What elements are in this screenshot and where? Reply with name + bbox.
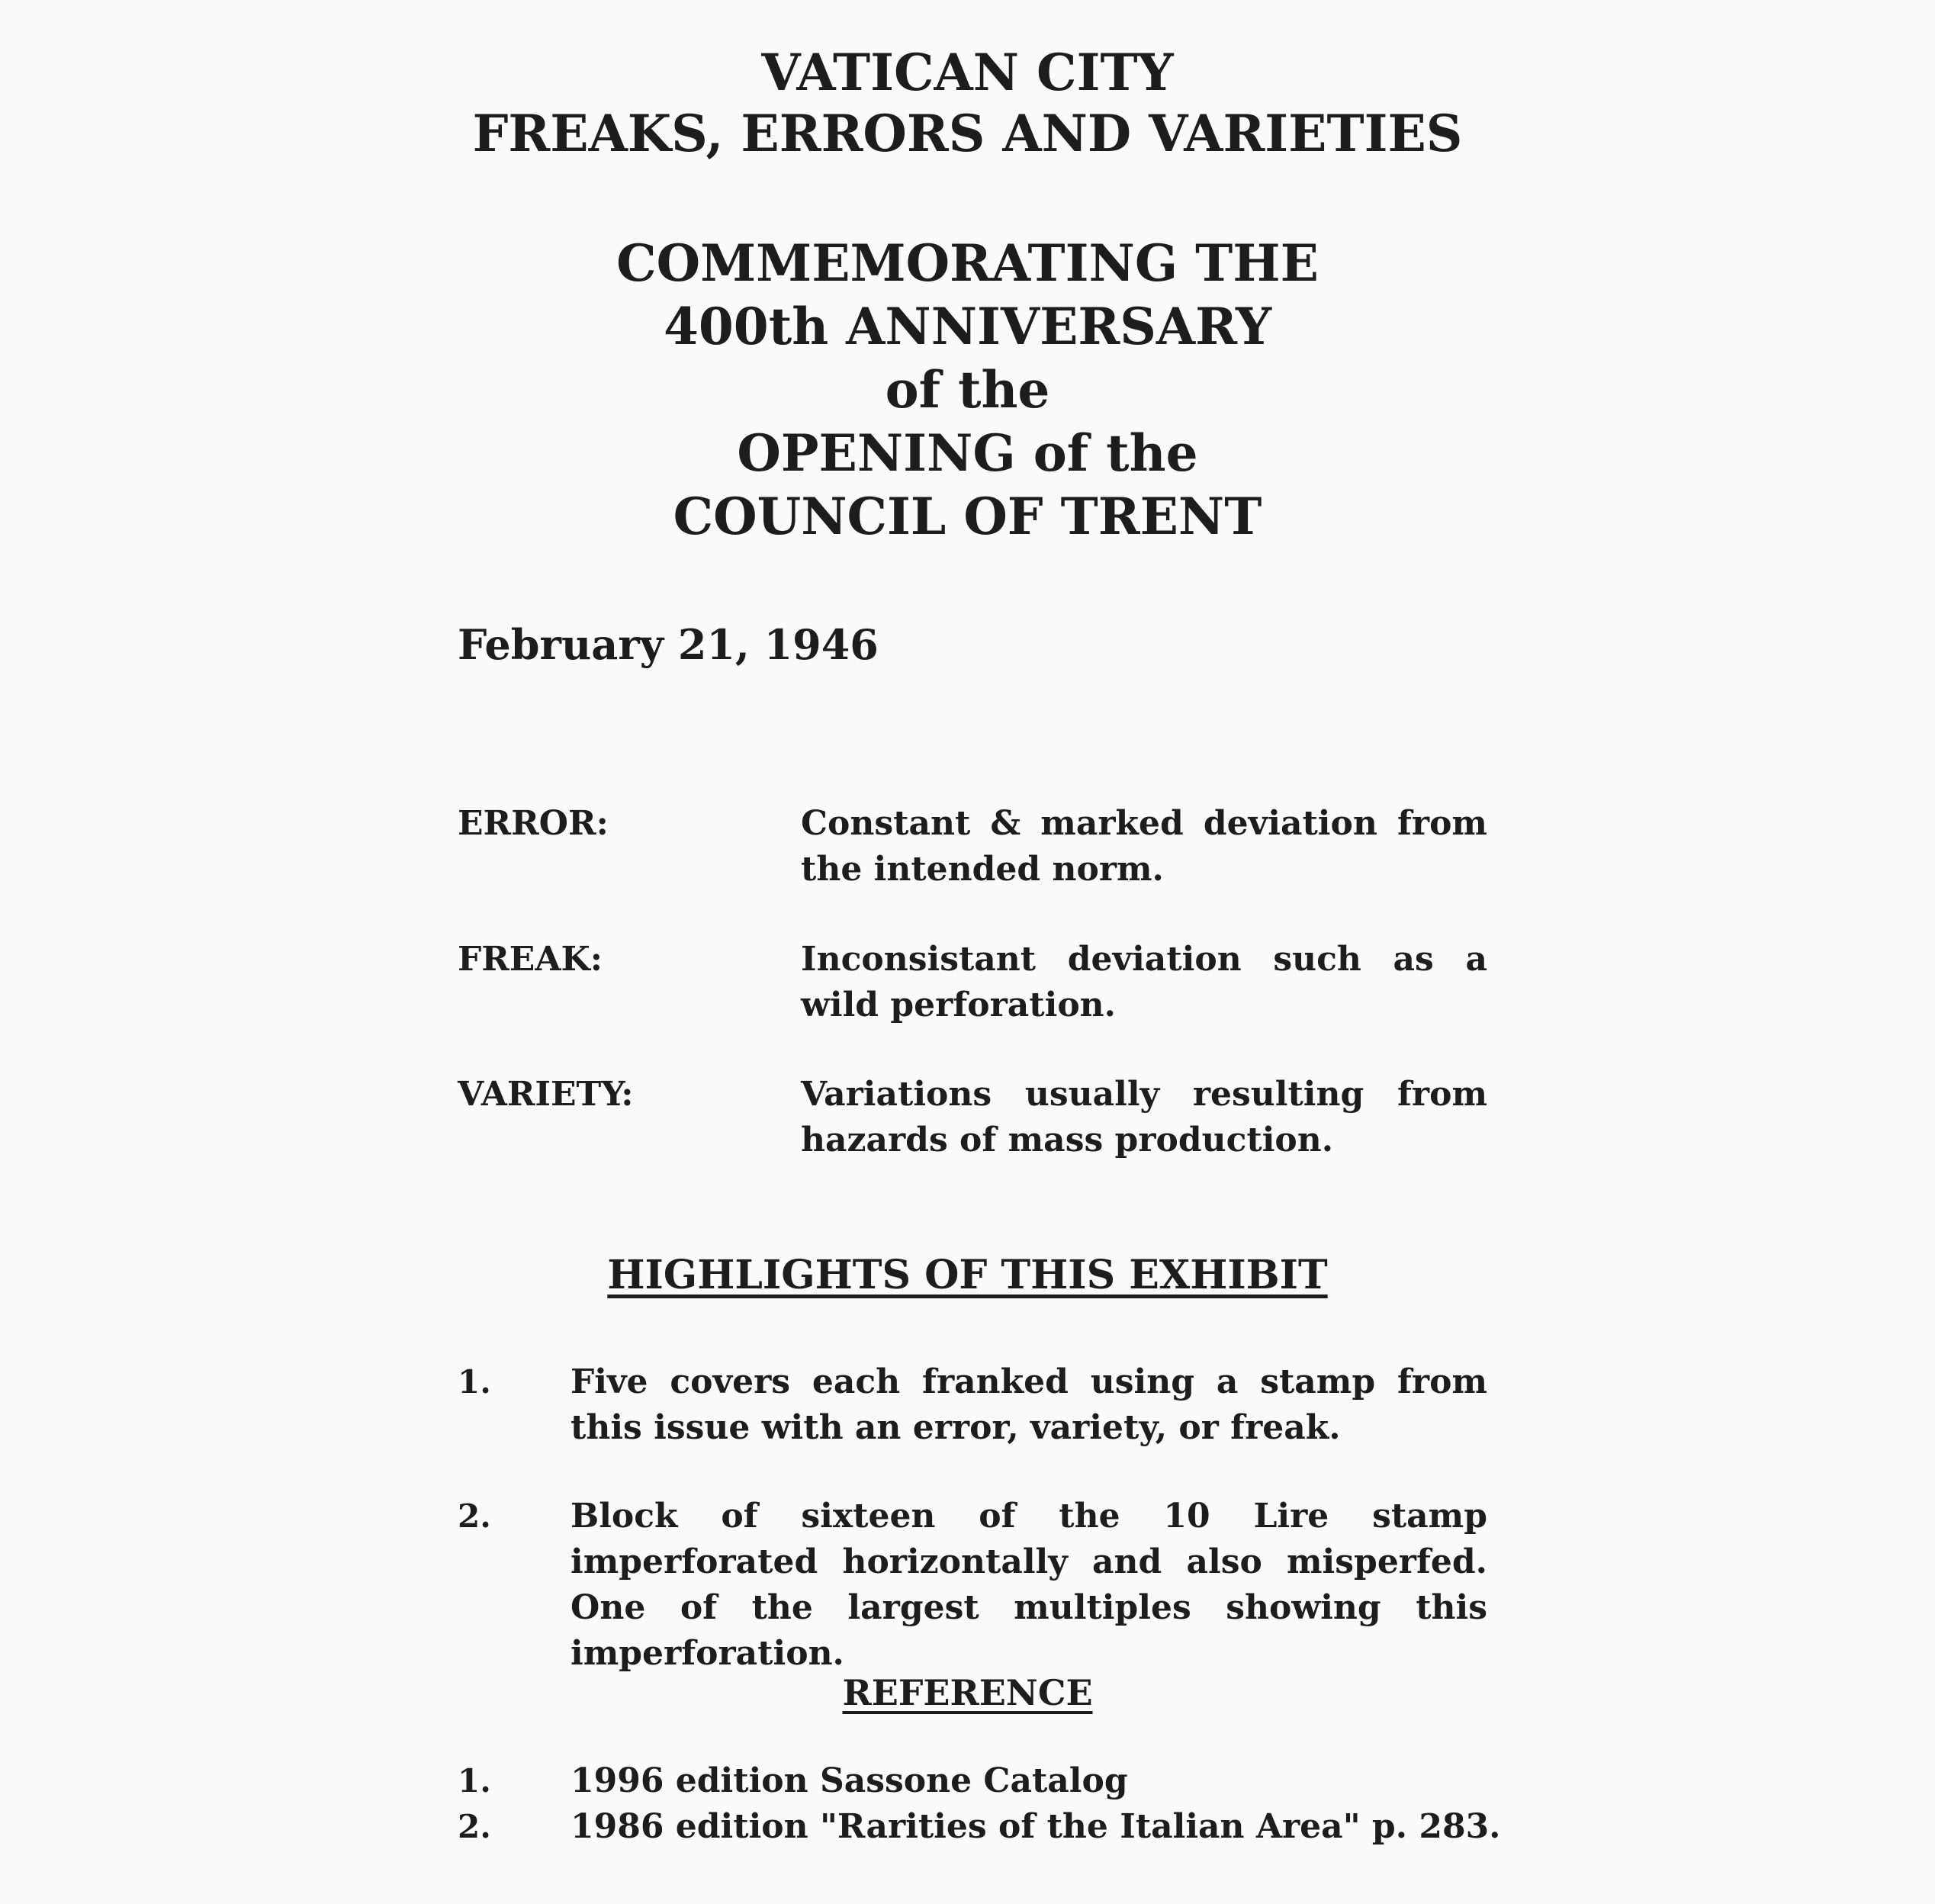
highlight-number-2: 2. (458, 1497, 491, 1535)
reference-heading: REFERENCE (842, 1672, 1093, 1713)
title-line-2: FREAKS, ERRORS AND VARIETIES (472, 104, 1463, 163)
title-line-4: 400th ANNIVERSARY (663, 297, 1272, 356)
highlight-text-1: Five covers each franked using a stamp from this issue with an error, variety, or freak. (571, 1362, 1487, 1447)
reference-text-2: 1986 edition "Rarities of the Italian Area" p. 283. (571, 1807, 1501, 1846)
title-line-6: OPENING of the (737, 423, 1198, 483)
definition-text-freak: Inconsistant deviation such as a wild perforation. (801, 940, 1487, 1024)
reference-number-1: 1. (458, 1762, 491, 1799)
highlights-heading: HIGHLIGHTS OF THIS EXHIBIT (607, 1252, 1328, 1298)
definition-text-variety: Variations usually resulting from hazards of mass production. (801, 1075, 1487, 1159)
title-line-5: of the (885, 360, 1050, 420)
definition-term-variety: VARIETY: (458, 1075, 634, 1114)
issue-date: February 21, 1946 (458, 620, 879, 669)
definition-term-freak: FREAK: (458, 940, 603, 979)
title-line-7: COUNCIL OF TRENT (673, 487, 1262, 546)
highlight-text-2: Block of sixteen of the 10 Lire stamp imperforated horizontally and also misperfed. One of the largest multiples showing this imperforation. (571, 1497, 1487, 1673)
highlight-number-1: 1. (458, 1363, 491, 1401)
title-line-1: VATICAN CITY (761, 43, 1174, 102)
reference-text-1: 1996 edition Sassone Catalog (571, 1761, 1128, 1800)
title-line-3: COMMEMORATING THE (616, 233, 1319, 293)
definition-text-error: Constant & marked deviation from the intended norm. (801, 804, 1487, 889)
reference-number-2: 2. (458, 1808, 491, 1845)
definition-term-error: ERROR: (458, 804, 609, 843)
